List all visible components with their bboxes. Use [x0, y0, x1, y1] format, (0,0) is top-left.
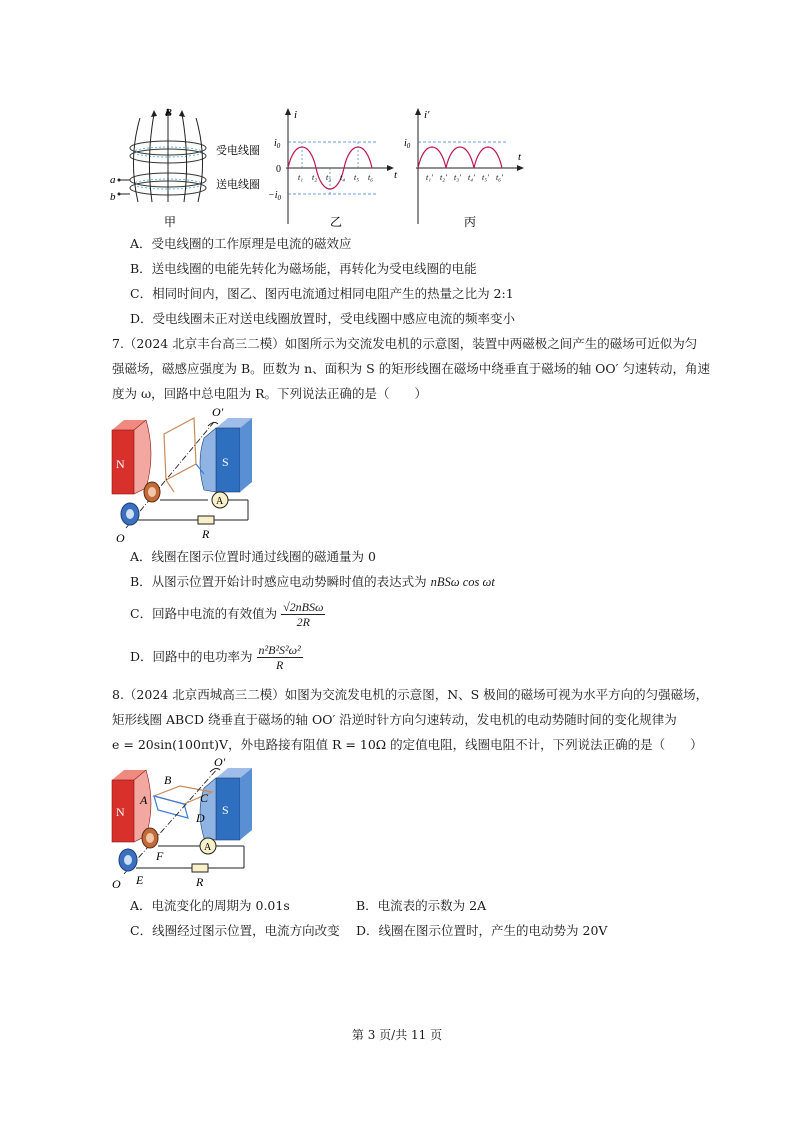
graph-yi: [268, 108, 398, 229]
label-send-coil: 送电线圈: [216, 179, 260, 191]
q8-option-a: A．电流变化的周期为 0.01s: [130, 898, 290, 913]
q7-option-d: [130, 641, 303, 673]
graph-bing: [404, 108, 524, 229]
q7-option-d-fraction: [257, 643, 303, 672]
q7-option-a: A．线圈在图示位置时通过线圈的磁通量为 0: [130, 549, 376, 564]
q8-label-d: D: [196, 811, 205, 825]
svg-text:i0: $i_0$: [404, 138, 411, 150]
svg-text:−i0: $-i_0$: [268, 190, 282, 202]
q6-option-c: C．相同时间内，图乙、图丙电流通过相同电阻产生的热量之比为 2:1: [130, 286, 514, 301]
yi-i0: i: [274, 138, 277, 149]
yi-tick-6: t₆: [368, 173, 374, 182]
yi-t: t: [394, 169, 398, 181]
q7-option-c-den: 2R: [296, 615, 310, 629]
q7-resistor-r: R: [202, 527, 210, 541]
yi-tick-2: t₂: [312, 173, 318, 182]
yi-tick-4: t₄: [340, 173, 346, 182]
q8-option-b: B．电流表的示数为 2A: [356, 898, 487, 913]
bing-axis-i-prime: i′: [424, 109, 430, 121]
q7-option-b: [130, 573, 495, 591]
q8-label-o-prime: O′: [214, 756, 226, 769]
q8-label-o: O: [112, 877, 121, 891]
q7-option-c: [130, 598, 325, 630]
label-bing: 丙: [464, 215, 477, 229]
q6-option-d: D．受电线圈未正对送电线圈放置时，受电线圈中感应电流的频率变小: [130, 311, 516, 326]
label-receive-coil: 受电线圈: [216, 145, 260, 157]
q7-pole-n: N: [116, 457, 125, 471]
bing-tick-4: t₄′: [468, 173, 475, 182]
q8-pole-s: S: [222, 803, 229, 817]
q6-option-b: B．送电线圈的电能先转化为磁场能，再转化为受电线圈的电能: [130, 261, 477, 276]
q7-pole-s: S: [222, 455, 229, 469]
q8-generator-figure: [104, 756, 264, 892]
q7-option-d-text: D．回路中的电功率为: [130, 649, 253, 664]
q8-option-d: D．线圈在图示位置时，产生的电动势为 20V: [356, 923, 608, 938]
q7-option-c-fraction: [281, 600, 325, 629]
q7-option-c-text: C．回路中电流的有效值为: [130, 606, 278, 621]
label-a: a: [110, 174, 116, 186]
svg-text:i0: $i_0$: [274, 138, 281, 150]
q7-label-o: O: [116, 531, 125, 544]
bing-tick-3: t₃′: [454, 173, 461, 182]
label-jia: 甲: [164, 215, 177, 229]
q7-option-d-den: R: [275, 658, 284, 672]
bing-tick-2: t₂′: [440, 173, 447, 182]
label-yi: 乙: [330, 215, 343, 229]
q7-stem-line-1: 7.（2024 北京丰台高三二模）如图所示为交流发电机的示意图，装置中两磁极之间产生的磁场可近似为匀: [112, 336, 698, 351]
bing-tick-1: t₁′: [426, 173, 433, 182]
q7-generator-figure: [104, 404, 264, 544]
yi-axis-i: i: [294, 109, 298, 121]
yi-tick-3: t₃: [326, 173, 332, 182]
q7-option-c-num: √2nBSω: [283, 600, 324, 614]
q8-pole-n: N: [116, 805, 125, 819]
q7-ammeter: A: [216, 496, 224, 507]
bing-t: t: [518, 151, 522, 163]
page-footer: 第 3 页/共 11 页: [351, 1028, 443, 1042]
label-B: B: [165, 107, 172, 119]
q8-stem-line-2: 矩形线圈 ABCD 绕垂直于磁场的轴 OO′ 沿逆时针方向匀速转动，发电机的电动势随时间的变化规律为: [112, 712, 677, 727]
q8-resistor-r: R: [196, 875, 204, 889]
q8-label-b: B: [164, 773, 172, 787]
yi-neg-i0: −i: [268, 190, 278, 201]
q8-label-a: A: [140, 793, 148, 807]
q7-option-b-text: B．从图示位置开始计时感应电动势瞬时值的表达式为: [130, 574, 431, 589]
yi-tick-1: t₁: [298, 173, 304, 182]
q8-stem-line-1: 8.（2024 北京西城高三二模）如图为交流发电机的示意图，N、S 极间的磁场可视为水平方向的匀强磁场，: [112, 687, 709, 702]
yi-tick-5: t₅: [354, 173, 360, 182]
q8-label-c: C: [200, 791, 209, 805]
q6-option-a: A．受电线圈的工作原理是电流的磁效应: [130, 236, 352, 251]
bing-tick-5: t₅′: [482, 173, 489, 182]
q7-option-b-expr: nBSω cos ωt: [430, 575, 495, 589]
q7-stem-line-2: 强磁场，磁感应强度为 B。匝数为 n、面积为 S 的矩形线圈在磁场中绕垂直于磁场的轴 OO′ 匀速转动，角速: [112, 361, 710, 376]
q7-label-o-prime: O′: [212, 405, 224, 419]
q8-option-c: C．线圈经过图示位置，电流方向改变: [130, 923, 340, 938]
q8-label-e: E: [136, 873, 144, 887]
label-b: b: [110, 191, 116, 203]
q7-option-d-num: n²B²S²ω²: [258, 643, 301, 657]
bing-tick-6: t₆′: [496, 173, 503, 182]
q8-ammeter: A: [204, 842, 212, 853]
q8-label-f: F: [156, 849, 164, 863]
coil-diagram: [110, 107, 260, 229]
induction-figure: [108, 104, 528, 230]
q8-stem-line-3: e = 20sin(100πt)V，外电路接有阻值 R = 10Ω 的定值电阻，线圈电阻不计，下列说法正确的是（ ）: [112, 737, 703, 752]
yi-zero: 0: [276, 164, 281, 175]
q7-stem-line-3: 度为 ω，回路中总电阻为 R。下列说法正确的是（ ）: [112, 386, 428, 401]
bing-i0: i: [404, 138, 407, 149]
